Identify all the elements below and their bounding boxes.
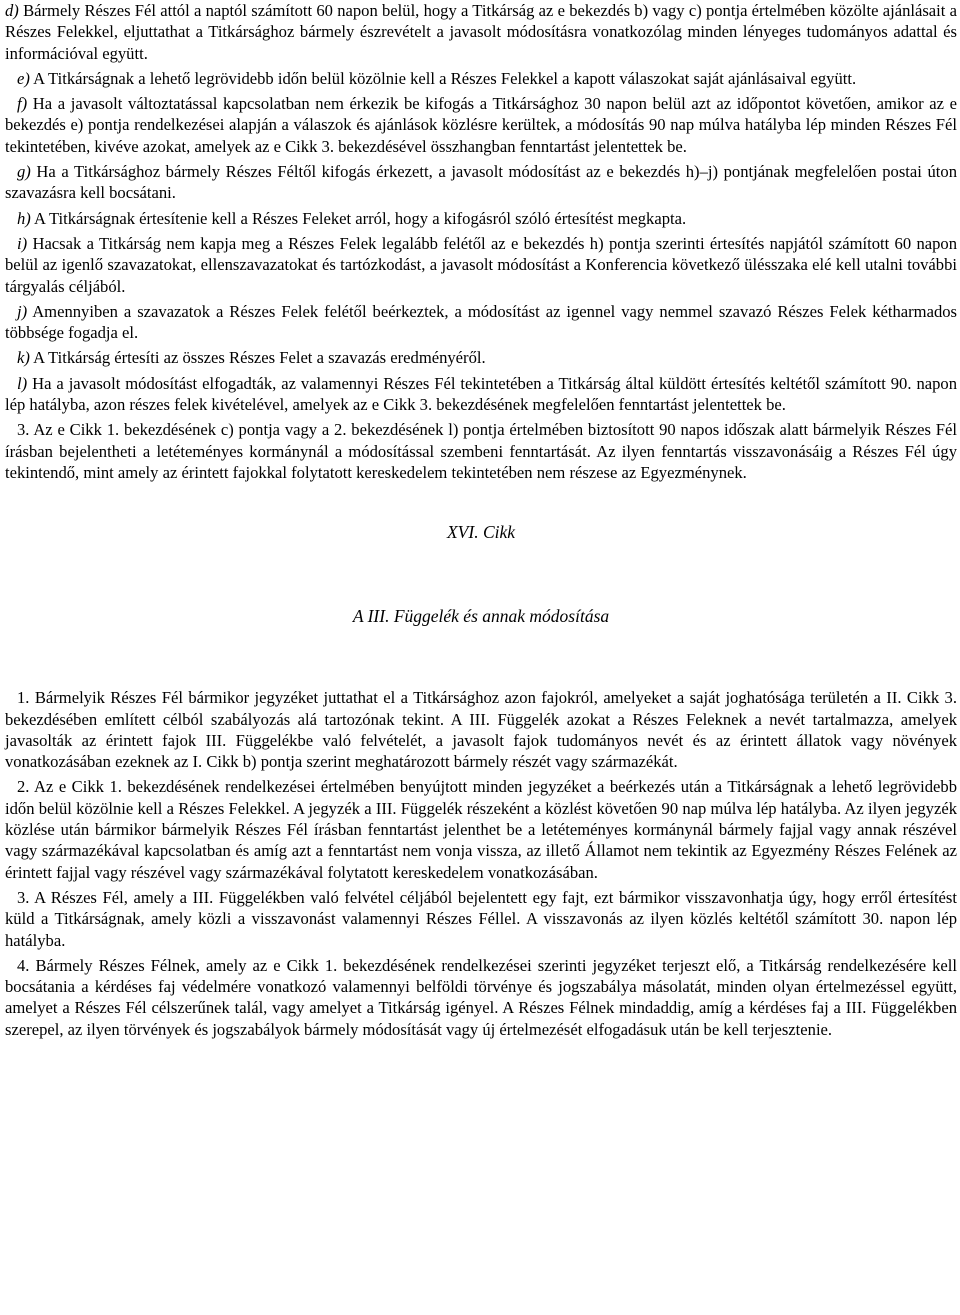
paragraph-text: A Titkárság értesíti az összes Részes Felet a szavazás eredményéről. [29, 348, 486, 368]
paragraph-3 [5, 419, 957, 483]
paragraph-label: k) [17, 348, 30, 368]
paragraph-3b [5, 887, 957, 951]
paragraph-label: h) [17, 208, 31, 228]
paragraph-2 [5, 776, 957, 882]
paragraph-text: 3. Az e Cikk 1. bekezdésének c) pontja vagy a 2. bekezdésének l) pontja értelmében biztosított 90 napos időszak alatt bármelyik Részes Fél írásban bejelentheti a letéteményes kormánynál a módosítással szembeni fenntartását. Az ilyen fenntartás visszavonásáig a Részes Fél úgy tekintendő, mint amely az érintett fajokkal folytatott kereskedelem tekintetében nem részese az Egyezménynek. [5, 420, 957, 482]
paragraph-label: g) [17, 162, 31, 182]
article-number: XVI. Cikk [446, 522, 516, 543]
section-top [5, 0, 957, 483]
paragraph-text: 3. A Részes Fél, amely a III. Függelékben való felvétel céljából bejelentett egy fajt, ezt bármikor visszavonhatja úgy, hogy erről értesítést küld a Titkárságnak, amely közli a visszavonást valamennyi Részes Féllel. A visszavonás az ilyen közlés keltétől számított 30. napon lép hatályba. [5, 887, 957, 950]
paragraph-label: l) [17, 373, 28, 393]
paragraph-label: f) [17, 94, 28, 114]
paragraph-text: 2. Az e Cikk 1. bekezdésének rendelkezései értelmében benyújtott minden jegyzéket a beérkezés után a Titkárságnak a lehető legrövidebb időn belül közölnie kell a Részes Felekkel. A jegyzék a III. Függelék részeként a közlést követően 90 nap múlva lép hatályba. Az ilyen jegyzék közlése után bármikor bármelyik Részes Fél írásban fenntartást jelenthet be a letéteményes kormánynál bármely fajjal vagy annak részével vagy származékával kapcsolatban és amíg azt a fenntartást nem vonja vissza, az illető Államot nem tekintik az Egyezmény Részes Felének az érintett fajjal vagy részével vagy származékával folytatott kereskedelem vonatkozásában. [5, 777, 957, 882]
paragraph-text: Bármely Részes Fél attól a naptól számított 60 napon belül, hogy a Titkárság az e bekezdés b) vagy c) pontja értelmében közölte ajánlásait a Részes Felekkel, eljuttathat a Titkársághoz bármely észrevételt a javasolt módosításra vonatkozólag minden lényeges tudományos adattal és információval együtt. [5, 1, 957, 63]
document-page [5, 0, 957, 1044]
paragraph-i [5, 233, 957, 297]
paragraph-label: d) [5, 1, 19, 20]
paragraph-l [5, 373, 957, 416]
paragraph-text: Ha a Titkársághoz bármely Részes Féltől kifogás érkezett, a javasolt módosítást az e bekezdés h)–j) pontjának megfelelően postai úton szavazásra kell bocsátani. [5, 162, 957, 203]
paragraph-text: A Titkárságnak értesítenie kell a Részes Feleket arról, hogy a kifogásról szóló értesítést megkapta. [30, 208, 687, 228]
paragraph-k [5, 347, 957, 368]
paragraph-text: Ha a javasolt változtatással kapcsolatban nem érkezik be kifogás a Titkársághoz 30 napon belül azt az időpontot követően, amikor az e bekezdés e) pontja rendelkezései alapján a válaszok és ajánlások közlésre kerültek, a módosítás 90 nap múlva hatályba lép minden Részes Fél tekintetében, kivéve azokat, amelyek az e Cikk 3. bekezdésével összhangban fenntartást jelentettek be. [5, 94, 957, 156]
paragraph-4 [5, 955, 957, 1040]
paragraph-text: 4. Bármely Részes Félnek, amely az e Cikk 1. bekezdésének rendelkezései szerinti jegyzéket terjeszt elő, a Titkárság rendelkezésére kell bocsátania a kérdéses faj védelmére vonatkozó valamennyi belföldi törvénye és jogszabálya másolatát, minden olyan értelmezéssel együtt, amelyet a Részes Fél célszerűnek talál, vagy amelyet a Titkárság igényel. A Részes Félnek mindaddig, amíg a kérdéses faj a III. Függelékben szerepel, az ilyen törvények és jogszabályok bármely módosítását vagy új értelmezését elfogadásuk után be kell terjesztenie. [5, 955, 957, 1039]
paragraph-text: 1. Bármelyik Részes Fél bármikor jegyzéket juttathat el a Titkársághoz azon fajokról, amelyeket a saját joghatósága területén a II. Cikk 3. bekezdésében említett célból szabályozás alá tartozónak tekint. A III. Függelék azokat a Részes Feleknek a nevét tartalmazza, amelyek javasolták az érintett fajok III. Függelékbe való felvételét, a javasolt fajok tudományos nevét és az érintett állatok vagy növények vonatkozásában ezeknek az I. Cikk b) pontja szerint meghatározott bármely részét vagy származékát. [5, 688, 957, 772]
section-bottom [5, 687, 957, 1040]
paragraph-text: A Titkárságnak a lehető legrövidebb időn belül közölnie kell a Részes Felekkel a kapott válaszokat saját ajánlásaival együtt. [29, 68, 857, 88]
paragraph-label: e) [17, 68, 30, 88]
paragraph-label: i) [17, 233, 28, 253]
paragraph-h [5, 208, 957, 229]
article-title: A III. Függelék és annak módosítása [352, 606, 610, 627]
paragraph-text: Hacsak a Titkárság nem kapja meg a Részes Felek legalább felétől az e bekezdés h) pontja szerinti értesítés napjától számított 60 napon belül az igenlő szavazatokat, ellenszavazatokat és tartózkodást, a javasolt módosítást a Konferencia következő ülésszaka elé kell utalni további tárgyalás céljából. [5, 233, 957, 296]
paragraph-1 [5, 687, 957, 772]
paragraph-g [5, 161, 957, 204]
paragraph-j [5, 301, 957, 344]
paragraph-label: j) [17, 301, 28, 321]
paragraph-text: Amennyiben a szavazatok a Részes Felek felétől beérkeztek, a módosítást az igennel vagy nemmel szavazó Részes Felek kétharmados többsége fogadja el. [5, 301, 957, 343]
paragraph-e [5, 68, 957, 89]
paragraph-f [5, 93, 957, 157]
paragraph-d [5, 0, 957, 64]
paragraph-text: Ha a javasolt módosítást elfogadták, az valamennyi Részes Fél tekintetében a Titkárság által küldött értesítés keltétől számított 90. napon lép hatályba, azon részes felek kivételével, amelyek az e Cikk 3. bekezdésének megfelelően fenntartást jelentettek be. [5, 373, 957, 415]
